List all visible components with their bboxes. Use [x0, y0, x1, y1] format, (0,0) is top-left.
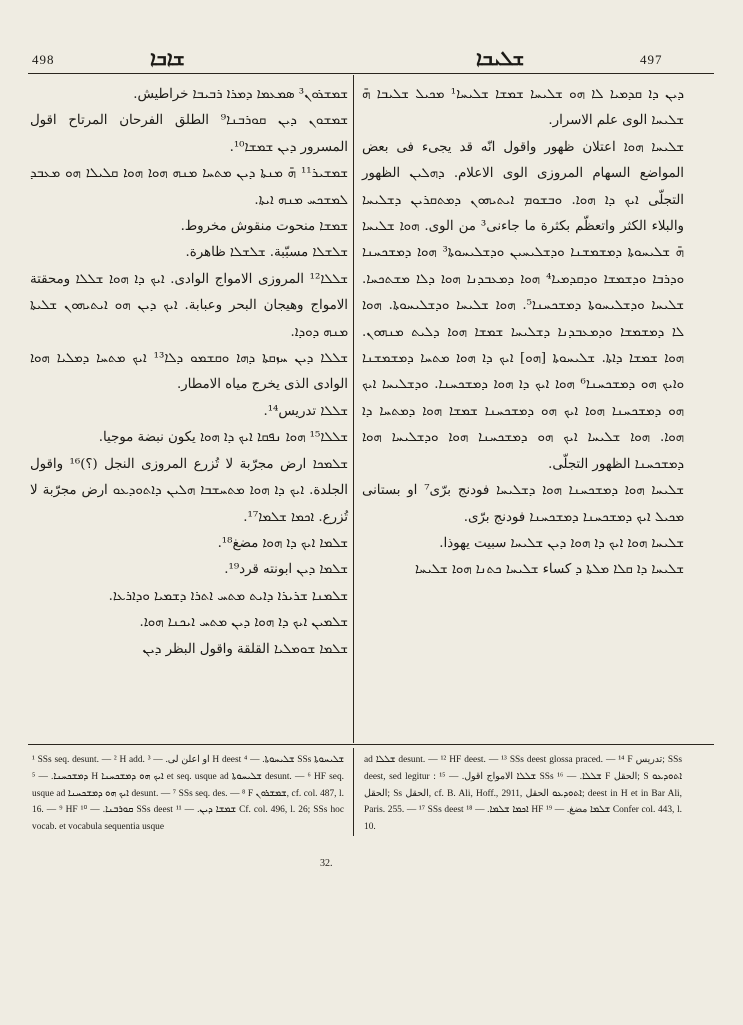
entry: ܫܡܫܘܢ ܕܝܢ ܩܘܪܒܢܐ⁹ الطلق الفرحان المرتاح اقول المسرور ܕܝܢ ܫܡܫܐ¹⁰. — [30, 113, 348, 155]
entry: ܫܠܝܚܐ ܗܘܐ اعتلان ظهور واقول انّه قد يجىء فى بعض المواضع السهام المروزى الوى الاعلام. ܕܗܠܝܢ الظهور التجلّى ܐܝܟ ܕܐ ܗܘܐ. ܘܒܫܘܡ ܐܝܬܝܗܘܢ ܕܡܬܩܪܝܢ ܕܫܠܝܚܐ والبلاء الكثر واتعظّم بكثرة ما جاءنى³ من الوى. ܗܘܐ ܫܠܝܚܐ ܗ̄ ܫܠܝܚܘܬܐ ܕܡܫܡܫܢܐ ܘܕܫܠܝܚܝܢ ܘܕܫܠܝܚܘܬܐ³ ܗܘܐ ܕܡܫܟܚܢܐ ܘܕܪܒܐ ܘܕܫܡܫܐ ܘܕܩܕܡܝܐ⁴ ܗܘܐ ܕܡܥܒܕܢܐ ܗܘܐ ܕܠܐ ܡܫܬܟܚܐ. ܫܠܝܚܐ ܘܕܫܠܝܚܘܬܐ ܕܡܫܟܚܢܐ⁵. ܗܘܐ ܫܠܝܚܐ ܘܕܫܠܝܚܘܬܐ. ܗܘܐ ܠܐ ܕܡܫܡܫܐ ܘܕܡܥܒܕܢܐ ܕܫܠܝܚܐ ܫܡܫܐ ܗܘܐ ܕܠܝܬ ܡܢܗܘܢ. ܗܘܐ ܫܡܫܐ ܕܐܬܐ. ܫܠܝܚܘܬܐ [ܗܘ] ܐܝܟ ܕܐ ܗܘܐ ܡܬܚܐ ܕܡܫܡܫܢܐ ܘܐܝܟ ܗܘ ܕܡܫܟܚܢܐ⁶ ܗܘܐ ܐܝܟ ܕܐ ܗܘܐ ܕܡܫܟܚܢܐ. ܘܕܫܠܝܚܐ ܐܝܟ ܗܘ ܕܡܫܟܚܢܐ ܗܘܐ ܐܝܟ ܗܘ ܕܡܫܟܚܢܐ ܫܡܫܐ ܗܘܐ ܕܡܬܚܐ ܕܐ ܗܘܐ. ܗܘܐ ܫܠܝܚܐ ܐܝܟ ܗܘ ܕܡܫܟܚܢܐ ܗܘܐ ܘܕܫܠܝܚܐ ܗܘܐ ܕܡܫܟܚܢܐ الظهور التجلّى. — [362, 139, 684, 472]
left-page-number: 498 — [32, 52, 55, 67]
right-footnotes — [364, 752, 682, 836]
right-page-number: 497 — [640, 52, 663, 67]
left-running-head: ܫܐܒܐ — [150, 46, 185, 70]
footnote-text: ad ܫܠܠܐ desunt. — ¹² HF deest. — ¹³ SSs deest glossa praced. — ¹⁴ F تدريس; SSs deest, sed legitur : ܫܠܠܐ الامواج اقول. — ¹⁵ SSs ܫܠܠܐ. — ¹⁶ F الحقل; S ܐܬܘܕܥܘ الحقل; Ss الحقل, cf. B. Ali, Hoff., 2911, ܐܬܘܕܥܘ الحقل; deest in H et in Bar Ali, Paris. 255. — ¹⁷ SSs deest ܐܟܡܐ ܫܠܡܐ. — ¹⁸ HF ܫܠܡܐ مضغ. — ¹⁹ Confer col. 443, l. 10. — [364, 755, 683, 833]
right-running-head: ܫܠܝܒܐ — [476, 46, 525, 70]
right-column — [362, 82, 684, 584]
entry: ܫܡܫܐ منحوت منقوش مخروط. — [180, 219, 348, 235]
signature-mark: 32. — [320, 858, 333, 869]
entry: ܫܠܝܚܐ ܗܘܐ ܐܝܟ ܕܐ ܗܘܐ ܕܝܢ ܫܠܝܚܐ سبيت يهوذا. — [439, 535, 684, 551]
header-rule — [28, 73, 714, 74]
entry: ܫܠܠܐ ܕܝܢ ܚܙܩܬܐ ܕܗܐ ܘܩܫܡܘ ܕܠܐ¹³ ܐܝܟ ܡܬܚܐ ܕܡܠܝܐ ܗܘܐ الوادى الذى يخرج مياه الامطار. — [30, 351, 348, 393]
entry: ܫܠܡܟܐ ارض مجرّبة لا تُزرع المروزى النجل (؟)¹⁶ واقول الجلدة. ܐܝܟ ܕܐ ܗܘܐ ܡܬܚܫܒܐ ܗܠܝܢ ܕܐܬܘܕܥܘ ارض مجرّبة لا تُزرع. ܐܟܡܐ ܫܠܡܐ¹⁷. — [30, 456, 348, 525]
entry: ܫܡܫܪܘܢ³ ܣܡܥܡܐ ܕܡܪܐ ܪܒܝܒܐ خراطيش. — [133, 87, 348, 102]
left-footnotes — [32, 752, 344, 836]
entry: ܫܡܫܝܪ¹¹ ܗ̄ ܡܢܬܐ ܕܝܢ ܡܬܚܐ ܡܢܗ ܗܘܐ ܗܘܐ ܩܠܝܠܐ ܗܘ ܡܥܒܕ ܠܡܫܟܚ ܡܢܗ ܐܝܬܐ. — [30, 166, 348, 208]
entry: ܫܠܡܐ ܐܝܟ ܕܐ ܗܘܐ مضغ¹⁸. — [217, 535, 348, 551]
entry: ܫܠܝܚܐ ܗܘܐ ܕܡܫܟܚܢܐ ܗܘܐ ܕܫܠܝܚܐ فودنج برّى⁷ او بستانى ܡܟܝܠ ܐܝܟ ܕܡܫܟܚܢܐ ܕܡܫܟܚܢܐ فودنج برّى. — [362, 483, 684, 525]
entry: ܫܠܫܠܐ مسبّبة. ܫܠܫܠܐ ظاهرة. — [185, 245, 348, 261]
entry: ܫܠܝܚܐ ܕܐ ܩܠܐ ܡܠܬܐ ܕ كساء ܫܠܝܚܐ ܟܬܢܐ ܗܘܐ ܫܠܝܚܐ — [415, 562, 684, 578]
entry: ܕܝܢ ܕܐ ܩܕܡܝܐ ܠܐ ܗܘ ܫܠܝܚܐ ܫܡܫܐ ܫܠܝܚܐ¹ ܡܟܝܠ ܫܠܝܒܐ ܗ̄ ܫܠܝܚܐ الوى علم الاسرار. — [362, 87, 684, 129]
column-divider — [353, 75, 354, 743]
entry: ܫܠܡܝܢ ܐܝܟ ܕܐ ܗܘܐ ܕܝܢ ܡܬܚ ܐܝܟܢܐ ܗܘܐ. — [139, 615, 348, 631]
footnote-text: ¹ SSs seq. desunt. — ² H add. او اعلن لى. — ³ H deest ܫܠܝܚܘܬܐ. — ⁴ SSs ܫܠܝܚܘܬܐ ܕܡܫܟܚܢܐ. — ⁵ H ܐܝܟ ܗܘ ܕܡܫܟܚܢܐ et seq. usque ad ܫܠܝܚܘܬܐ desunt. — ⁶ HF seq. usque ad ܐܝܟ ܗܘ ܕܡܫܟܚܢܐ desunt. — ⁷ SSs seq. des. — ⁸ F ܫܡܫܪܘܢ, cf. col. 487, l. 16. — ⁹ HF ܩܘܪܒܢܐ. — ¹⁰ SSs deest ܫܡܫܐ ܕܝܢ. — ¹¹ Cf. col. 496, l. 26; SSs hoc vocab. et vocabula sequentia usque — [32, 755, 344, 833]
footnote-rule — [28, 744, 714, 745]
entry: ܫܠܡܐ ܕܝܢ ابونته قرد¹⁹. — [224, 562, 348, 578]
entry: ܫܠܡܢܐ ܫܪܝܪܐ ܕܐܝܬ ܡܬܚ ܐܬܪܐ ܕܫܡܝܐ ܘܕܐܪܥܐ. — [108, 588, 348, 604]
entry: ܫܠܠܐ¹⁵ ܗܘܐ ܢܦܩܐ ܐܝܟ ܕܐ ܗܘܐ يكون نبضة موجيا. — [98, 430, 348, 446]
entry: ܫܠܡܐ ܫܘܡܠܝܐ القلقة واقول البظر ܕܝܢ — [142, 641, 348, 657]
entry: ܫܠܠܐ¹² المروزى الامواج الوادى. ܐܝܟ ܕܐ ܗܘܐ ܫܠܠܐ ومحقتة الامواج وهيجان البحر وعبابة. ܐܝܟ ܕܝܢ ܗܘ ܐܝܬܝܗܘܢ ܫܠܝܬܐ ܡܢܗ ܕܘܕܐ. — [30, 271, 348, 340]
entry: ܫܠܠܐ تدريس¹⁴. — [263, 403, 348, 419]
footnote-divider — [353, 748, 354, 836]
left-column — [30, 82, 348, 663]
